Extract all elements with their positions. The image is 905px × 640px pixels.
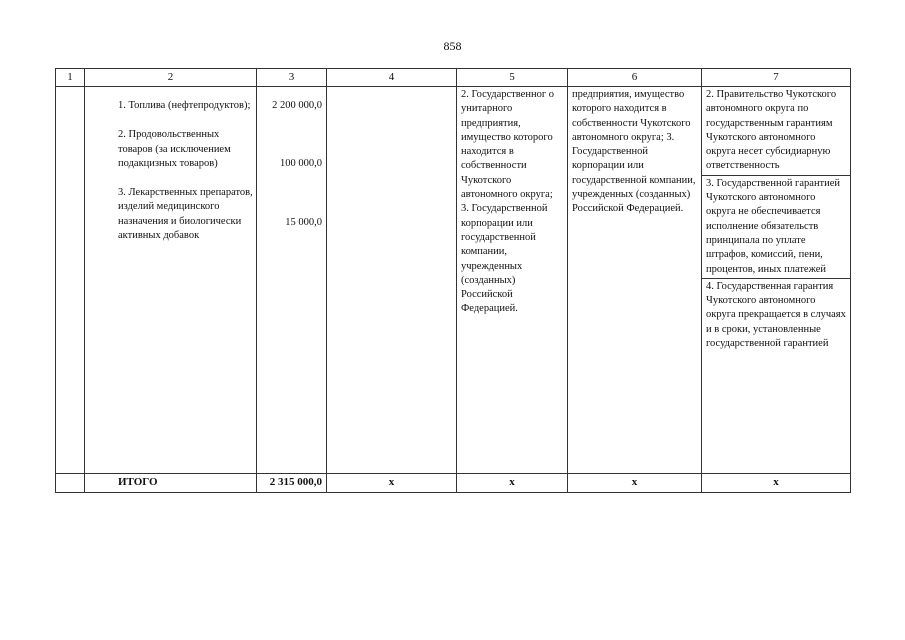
header-col-7: 7 [702,69,851,87]
header-col-2: 2 [85,69,257,87]
total-mark-5: x [457,474,568,493]
header-row [56,69,851,87]
total-mark-7: x [702,474,851,493]
total-mark-4: x [327,474,457,493]
guarantees-table [55,68,851,493]
page-number: 858 [443,39,462,53]
total-label: ИТОГО [85,474,257,493]
col7-cell [702,87,851,474]
amount-food: 100 000,0 [280,158,322,170]
amount-fuel: 2 200 000,0 [272,100,322,111]
goods-cell [85,87,257,474]
amount-medicine: 15 000,0 [285,216,322,228]
goods-item-fuel: 1. Топлива (нефтепродуктов); [118,100,251,111]
col7-block-4: 4. Государственная гарантия Чукотского автономного округа прекращается в случаях и в сроки, установленные государственной гарантией [706,280,846,350]
col7-block-2: 2. Правительство Чукотского автономного округа по государственным гарантиям Чукотского автономного округа несет субсидиарную ответственность [702,87,850,176]
total-mark-6: x [568,474,702,493]
col6-cell: предприятия, имущество которого находится в собственности Чукотского автономного округа; 3. Государственной корпорации или государственной компании, учрежденных (созданных) Российской Федерацией. [568,87,702,474]
header-col-5: 5 [457,69,568,87]
header-col-4: 4 [327,69,457,87]
total-row [56,474,851,493]
col7-block-3: 3. Государственной гарантией Чукотского автономного округа не обеспечивается исполнение обязательств принципала по уплате штрафов, комиссий, пени, процентов, иных платежей [702,176,850,279]
body-row [56,87,851,474]
goods-item-medicine: 3. Лекарственных препаратов, изделий медицинского назначения и биологически активных добавок [118,187,253,242]
col5-cell: 2. Государственног о унитарного предприятия, имущество которого находится в собственности Чукотского автономного округа; 3. Государственной корпорации или государственной компании, учрежденных (созданных) Российской Федерацией. [457,87,568,474]
total-num-cell [56,474,85,493]
header-col-3: 3 [257,69,327,87]
amount-cell [257,87,327,474]
col4-cell [327,87,457,474]
header-col-6: 6 [568,69,702,87]
header-col-1: 1 [56,69,85,87]
row-number-cell [56,87,85,474]
goods-item-food: 2. Продовольственных товаров (за исключением подакцизных товаров) [118,129,231,169]
total-amount: 2 315 000,0 [257,474,327,493]
